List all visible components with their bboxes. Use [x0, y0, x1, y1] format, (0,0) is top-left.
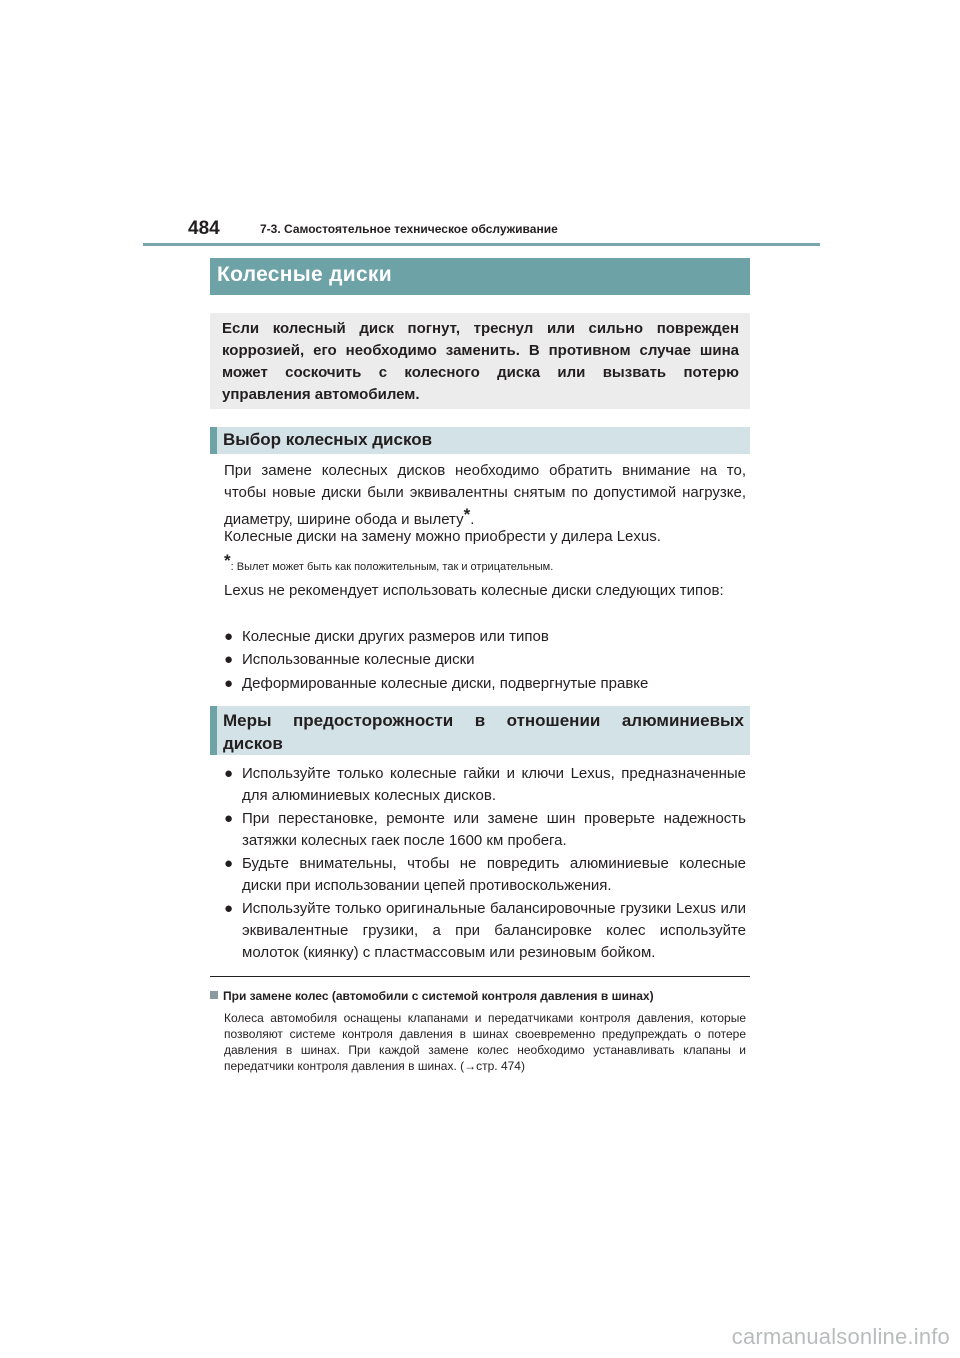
note-heading-text: При замене колес (автомобили с системой контроля давления в шинах) [223, 989, 654, 1003]
bullet-icon: ● [224, 628, 234, 645]
summary-box: Если колесный диск погнут, треснул или сильно поврежден коррозией, его необходимо заменить. В противном случае шина может соскочить с колесного диска или вызвать потерю управления автомобилем. [210, 313, 750, 409]
bullet-icon: ● [224, 900, 234, 917]
list-item-text: Используйте только колесные гайки и ключи Lexus, предназначенные для алюминиевых колесных дисков. [242, 765, 746, 804]
bullet-icon: ● [224, 855, 234, 872]
page-header [143, 213, 820, 247]
list-item [224, 808, 746, 852]
bullet-icon: ● [224, 675, 234, 692]
subheading-line-2: дисков [223, 734, 283, 753]
list-item [224, 626, 746, 648]
bullet-icon: ● [224, 651, 234, 668]
selection-paragraph [224, 460, 746, 531]
list-item-text: Использованные колесные диски [242, 651, 475, 668]
dealer-paragraph: Колесные диски на замену можно приобрести у дилера Lexus. [224, 528, 661, 545]
list-item-text: При перестановке, ремонте или замене шин проверьте надежность затяжки колесных гаек после 1600 км пробега. [242, 810, 746, 849]
paragraph-end: . [470, 511, 475, 528]
list-item [224, 853, 746, 897]
note-heading [210, 989, 654, 1003]
watermark: carmanualsonline.info [731, 1324, 950, 1349]
bullet-icon: ● [224, 765, 234, 782]
list-item [224, 673, 746, 695]
subheading-aluminum-precautions [210, 706, 750, 755]
bullet-icon: ● [224, 810, 234, 827]
section-title: Колесные диски [210, 258, 750, 295]
list-item [224, 898, 746, 964]
square-bullet-icon [210, 991, 218, 999]
footnote-text: : Вылет может быть как положительным, так и отрицательным. [230, 561, 554, 573]
footnote [224, 551, 746, 573]
not-recommended-paragraph: Lexus не рекомендует использовать колесные диски следующих типов: [224, 582, 724, 599]
list-item [224, 649, 746, 671]
list-item-text: Колесные диски других размеров или типов [242, 628, 549, 645]
asterisk-marker: * [463, 505, 471, 524]
note-divider [210, 976, 750, 977]
note-text: Колеса автомобиля оснащены клапанами и передатчиками контроля давления, которые позволяют системе контроля давления в шинах своевременно предупреждать о потере давления в шинах. При каждой замене колес необходимо устанавливать клапаны и передатчики контроля давления в шинах. (→стр. 474) [224, 1011, 746, 1073]
list-item-text: Деформированные колесные диски, подвергнутые правке [242, 675, 649, 692]
chapter-title: 7-3. Самостоятельное техническое обслуживание [260, 222, 558, 236]
header-rule [143, 243, 820, 246]
list-item-text: Используйте только оригинальные балансировочные грузики Lexus или эквивалентные грузики, а при балансировке колес используйте молоток (киянку) с пластмассовым или резиновым бойком. [242, 900, 746, 961]
selection-paragraph-text: При замене колесных дисков необходимо обратить внимание на то, чтобы новые диски были эквивалентны снятым по допустимой нагрузке, диаметру, ширине обода и вылету [224, 462, 746, 528]
subheading-line-1: Меры предосторожности в отношении алюминиевых [223, 711, 744, 730]
list-item [224, 763, 746, 807]
subheading-wheel-selection: Выбор колесных дисков [210, 427, 750, 454]
footnote-asterisk: * [224, 551, 231, 570]
page-number: 484 [188, 218, 220, 239]
list-item-text: Будьте внимательны, чтобы не повредить алюминиевые колесные диски при использовании цепей противоскольжения. [242, 855, 746, 894]
